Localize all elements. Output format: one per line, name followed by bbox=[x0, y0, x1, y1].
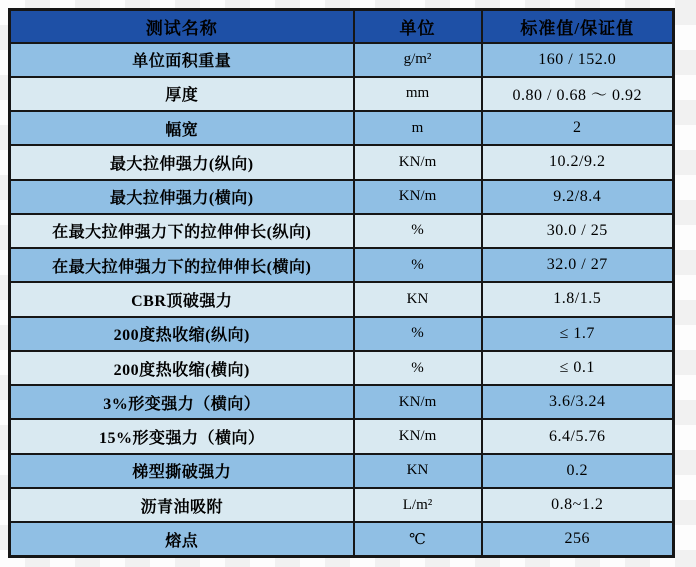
unit-cell: KN/m bbox=[354, 419, 482, 453]
unit-cell: % bbox=[354, 351, 482, 385]
unit-cell: KN bbox=[354, 282, 482, 316]
value-cell: 160 / 152.0 bbox=[482, 43, 674, 77]
test-name-cell: CBR顶破强力 bbox=[10, 282, 354, 316]
value-cell: 0.8~1.2 bbox=[482, 488, 674, 522]
test-name-cell: 3%形变强力（横向） bbox=[10, 385, 354, 419]
unit-cell: % bbox=[354, 317, 482, 351]
unit-cell: ℃ bbox=[354, 522, 482, 556]
table-body bbox=[10, 43, 674, 557]
value-cell: 2 bbox=[482, 111, 674, 145]
spec-table bbox=[8, 8, 675, 558]
test-name-cell: 200度热收缩(纵向) bbox=[10, 317, 354, 351]
value-cell: 3.6/3.24 bbox=[482, 385, 674, 419]
table-row bbox=[10, 419, 674, 453]
value-cell: 256 bbox=[482, 522, 674, 556]
table-row bbox=[10, 43, 674, 77]
unit-cell: KN/m bbox=[354, 180, 482, 214]
test-name-cell: 最大拉伸强力(横向) bbox=[10, 180, 354, 214]
table-row bbox=[10, 282, 674, 316]
col-header-test-name: 测试名称 bbox=[10, 10, 354, 43]
test-name-cell: 沥青油吸附 bbox=[10, 488, 354, 522]
unit-cell: % bbox=[354, 214, 482, 248]
test-name-cell: 200度热收缩(横向) bbox=[10, 351, 354, 385]
table-row bbox=[10, 180, 674, 214]
value-cell: 32.0 / 27 bbox=[482, 248, 674, 282]
header-row bbox=[10, 10, 674, 43]
table-row bbox=[10, 317, 674, 351]
unit-cell: L/m² bbox=[354, 488, 482, 522]
table-row bbox=[10, 385, 674, 419]
table-row bbox=[10, 454, 674, 488]
test-name-cell: 幅宽 bbox=[10, 111, 354, 145]
value-cell: 30.0 / 25 bbox=[482, 214, 674, 248]
unit-cell: m bbox=[354, 111, 482, 145]
unit-cell: KN/m bbox=[354, 145, 482, 179]
unit-cell: KN bbox=[354, 454, 482, 488]
table-row bbox=[10, 214, 674, 248]
unit-cell: mm bbox=[354, 77, 482, 111]
unit-cell: g/m² bbox=[354, 43, 482, 77]
test-name-cell: 在最大拉伸强力下的拉伸伸长(横向) bbox=[10, 248, 354, 282]
test-name-cell: 厚度 bbox=[10, 77, 354, 111]
test-name-cell: 梯型撕破强力 bbox=[10, 454, 354, 488]
unit-cell: % bbox=[354, 248, 482, 282]
value-cell: 10.2/9.2 bbox=[482, 145, 674, 179]
test-name-cell: 单位面积重量 bbox=[10, 43, 354, 77]
table-row bbox=[10, 488, 674, 522]
test-name-cell: 最大拉伸强力(纵向) bbox=[10, 145, 354, 179]
table-header bbox=[10, 10, 674, 43]
value-cell: 1.8/1.5 bbox=[482, 282, 674, 316]
table-row bbox=[10, 111, 674, 145]
value-cell: 0.80 / 0.68 ～ 0.92 bbox=[482, 77, 674, 111]
col-header-unit: 单位 bbox=[354, 10, 482, 43]
test-name-cell: 在最大拉伸强力下的拉伸伸长(纵向) bbox=[10, 214, 354, 248]
table-row bbox=[10, 351, 674, 385]
value-cell: 9.2/8.4 bbox=[482, 180, 674, 214]
value-cell: ≤ 0.1 bbox=[482, 351, 674, 385]
col-header-standard-value: 标准值/保证值 bbox=[482, 10, 674, 43]
value-cell: 6.4/5.76 bbox=[482, 419, 674, 453]
table-row bbox=[10, 248, 674, 282]
table-row bbox=[10, 145, 674, 179]
value-cell: 0.2 bbox=[482, 454, 674, 488]
test-name-cell: 15%形变强力（横向） bbox=[10, 419, 354, 453]
unit-cell: KN/m bbox=[354, 385, 482, 419]
table-row bbox=[10, 522, 674, 556]
test-name-cell: 熔点 bbox=[10, 522, 354, 556]
table-row bbox=[10, 77, 674, 111]
value-cell: ≤ 1.7 bbox=[482, 317, 674, 351]
